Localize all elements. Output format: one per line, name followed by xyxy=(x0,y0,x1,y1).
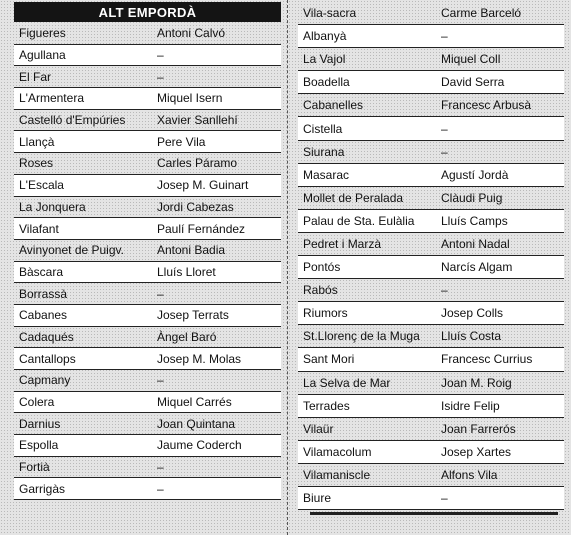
table-row xyxy=(298,48,564,71)
mayor-name: Pere Vila xyxy=(157,134,206,149)
table-row xyxy=(298,117,564,140)
town-name: Vila-sacra xyxy=(303,6,357,21)
table-row xyxy=(14,262,281,284)
table-row xyxy=(14,478,281,500)
mayor-name: Jaume Coderch xyxy=(157,438,242,453)
town-name: Vilamaniscle xyxy=(303,467,371,482)
mayor-name: Joan M. Roig xyxy=(441,375,512,390)
mayor-name: – xyxy=(157,481,164,496)
town-name: La Vajol xyxy=(303,52,346,67)
table-row xyxy=(298,325,564,348)
table-row xyxy=(298,279,564,302)
table-row xyxy=(298,187,564,210)
town-name: L'Armentera xyxy=(19,91,84,106)
table-row xyxy=(14,305,281,327)
table-row xyxy=(298,71,564,94)
town-name: Vilamacolum xyxy=(303,444,372,459)
town-name: Albanyà xyxy=(303,29,347,44)
mayor-name: Antoni Badia xyxy=(157,243,226,258)
table-row xyxy=(298,464,564,487)
mayor-name: Josep Terrats xyxy=(157,308,229,323)
table-row xyxy=(298,395,564,418)
column-divider xyxy=(287,0,288,535)
mayor-name: Josep M. Guinart xyxy=(157,178,249,193)
town-name: L'Escala xyxy=(19,178,64,193)
table-row xyxy=(14,88,281,110)
town-name: Capmany xyxy=(19,373,71,388)
mayor-name: Paulí Fernández xyxy=(157,221,246,236)
mayor-name: Agustí Jordà xyxy=(441,167,509,182)
mayor-name: Josep M. Molas xyxy=(157,351,242,366)
mayor-name: Àngel Baró xyxy=(157,329,217,344)
table-row xyxy=(14,153,281,175)
mayor-name: – xyxy=(441,121,448,136)
table-row xyxy=(14,392,281,414)
town-name: La Jonquera xyxy=(19,199,86,214)
table-row xyxy=(14,435,281,457)
town-name: Cistella xyxy=(303,121,343,136)
mayor-name: Isidre Felip xyxy=(441,398,500,413)
mayor-name: – xyxy=(157,48,164,63)
town-name: Boadella xyxy=(303,75,350,90)
table-row xyxy=(14,413,281,435)
town-name: Rabós xyxy=(303,283,338,298)
mayor-name: Joan Farrerós xyxy=(441,421,516,436)
mayor-name: Carles Páramo xyxy=(157,156,238,171)
town-name: Cadaqués xyxy=(19,329,74,344)
table-row xyxy=(14,23,281,45)
table-row xyxy=(14,66,281,88)
town-name: Figueres xyxy=(19,26,66,41)
right-column xyxy=(298,2,564,510)
table-row xyxy=(14,45,281,67)
table-row xyxy=(14,240,281,262)
mayor-name: Clàudi Puig xyxy=(441,190,503,205)
mayor-name: – xyxy=(157,373,164,388)
town-name: Masarac xyxy=(303,167,350,182)
town-name: Borrassà xyxy=(19,286,68,301)
table-row xyxy=(298,256,564,279)
town-name: Pontós xyxy=(303,260,341,275)
mayor-name: Xavier Sanllehí xyxy=(157,113,238,128)
table-row xyxy=(14,218,281,240)
table-row xyxy=(298,25,564,48)
town-name: La Selva de Mar xyxy=(303,375,391,390)
town-name: Llançà xyxy=(19,134,55,149)
section-title: ALT EMPORDÀ xyxy=(14,2,281,22)
table-row xyxy=(298,372,564,395)
town-name: Pedret i Marzà xyxy=(303,236,382,251)
town-name: Sant Mori xyxy=(303,352,355,367)
town-name: Avinyonet de Puigv. xyxy=(19,243,124,258)
table-row xyxy=(14,283,281,305)
town-name: Colera xyxy=(19,395,55,410)
mayor-name: – xyxy=(157,286,164,301)
bottom-rule xyxy=(310,512,558,515)
town-name: Siurana xyxy=(303,144,345,159)
table-row xyxy=(298,441,564,464)
town-name: Terrades xyxy=(303,398,350,413)
town-name: Bàscara xyxy=(19,264,64,279)
town-name: Cabanes xyxy=(19,308,68,323)
table-row xyxy=(298,94,564,117)
table-row xyxy=(14,131,281,153)
mayor-name: Miquel Isern xyxy=(157,91,223,106)
town-name: St.Llorenç de la Muga xyxy=(303,329,420,344)
town-name: Vilafant xyxy=(19,221,59,236)
town-name: Espolla xyxy=(19,438,59,453)
table-row xyxy=(298,164,564,187)
table-row xyxy=(14,457,281,479)
town-name: Roses xyxy=(19,156,54,171)
left-table xyxy=(14,23,281,500)
mayor-name: – xyxy=(441,29,448,44)
mayor-name: Josep Colls xyxy=(441,306,504,321)
town-name: Garrigàs xyxy=(19,481,66,496)
mayor-name: Alfons Vila xyxy=(441,467,498,482)
table-row xyxy=(298,348,564,371)
table-row xyxy=(298,233,564,256)
mayor-name: – xyxy=(441,491,448,506)
right-table xyxy=(298,2,564,510)
town-name: Cabanelles xyxy=(303,98,364,113)
mayor-name: Francesc Currius xyxy=(441,352,533,367)
town-name: Riumors xyxy=(303,306,348,321)
town-name: Vilaür xyxy=(303,421,334,436)
table-row xyxy=(14,110,281,132)
town-name: Palau de Sta. Eulàlia xyxy=(303,213,415,228)
table-row xyxy=(14,327,281,349)
mayor-name: Jordi Cabezas xyxy=(157,199,234,214)
mayor-name: Miquel Carrés xyxy=(157,395,232,410)
mayor-name: Narcís Algam xyxy=(441,260,513,275)
mayor-name: – xyxy=(157,460,164,475)
town-name: Cantallops xyxy=(19,351,76,366)
mayor-name: – xyxy=(157,69,164,84)
mayor-name: Francesc Arbusà xyxy=(441,98,532,113)
town-name: Darnius xyxy=(19,416,61,431)
town-name: Fortià xyxy=(19,460,50,475)
mayor-name: – xyxy=(441,283,448,298)
table-row xyxy=(298,2,564,25)
table-row xyxy=(14,175,281,197)
mayor-name: Antoni Calvó xyxy=(157,26,226,41)
mayor-name: Josep Xartes xyxy=(441,444,512,459)
mayor-name: – xyxy=(441,144,448,159)
mayor-name: Antoni Nadal xyxy=(441,236,510,251)
town-name: Castelló d'Empúries xyxy=(19,113,126,128)
left-column xyxy=(14,2,281,500)
table-row xyxy=(14,348,281,370)
table-row xyxy=(298,302,564,325)
town-name: Mollet de Peralada xyxy=(303,190,404,205)
table-row xyxy=(14,197,281,219)
mayor-name: Joan Quintana xyxy=(157,416,236,431)
table-row xyxy=(298,141,564,164)
table-row xyxy=(298,418,564,441)
mayor-name: Lluís Camps xyxy=(441,213,508,228)
mayor-name: Lluís Lloret xyxy=(157,264,216,279)
mayor-name: Miquel Coll xyxy=(441,52,501,67)
table-row xyxy=(298,210,564,233)
mayor-name: Carme Barceló xyxy=(441,6,522,21)
table-row xyxy=(298,487,564,510)
town-name: Biure xyxy=(303,491,332,506)
mayor-name: David Serra xyxy=(441,75,505,90)
town-name: El Far xyxy=(19,69,52,84)
mayor-name: Lluís Costa xyxy=(441,329,502,344)
table-row xyxy=(14,370,281,392)
town-name: Agullana xyxy=(19,48,66,63)
